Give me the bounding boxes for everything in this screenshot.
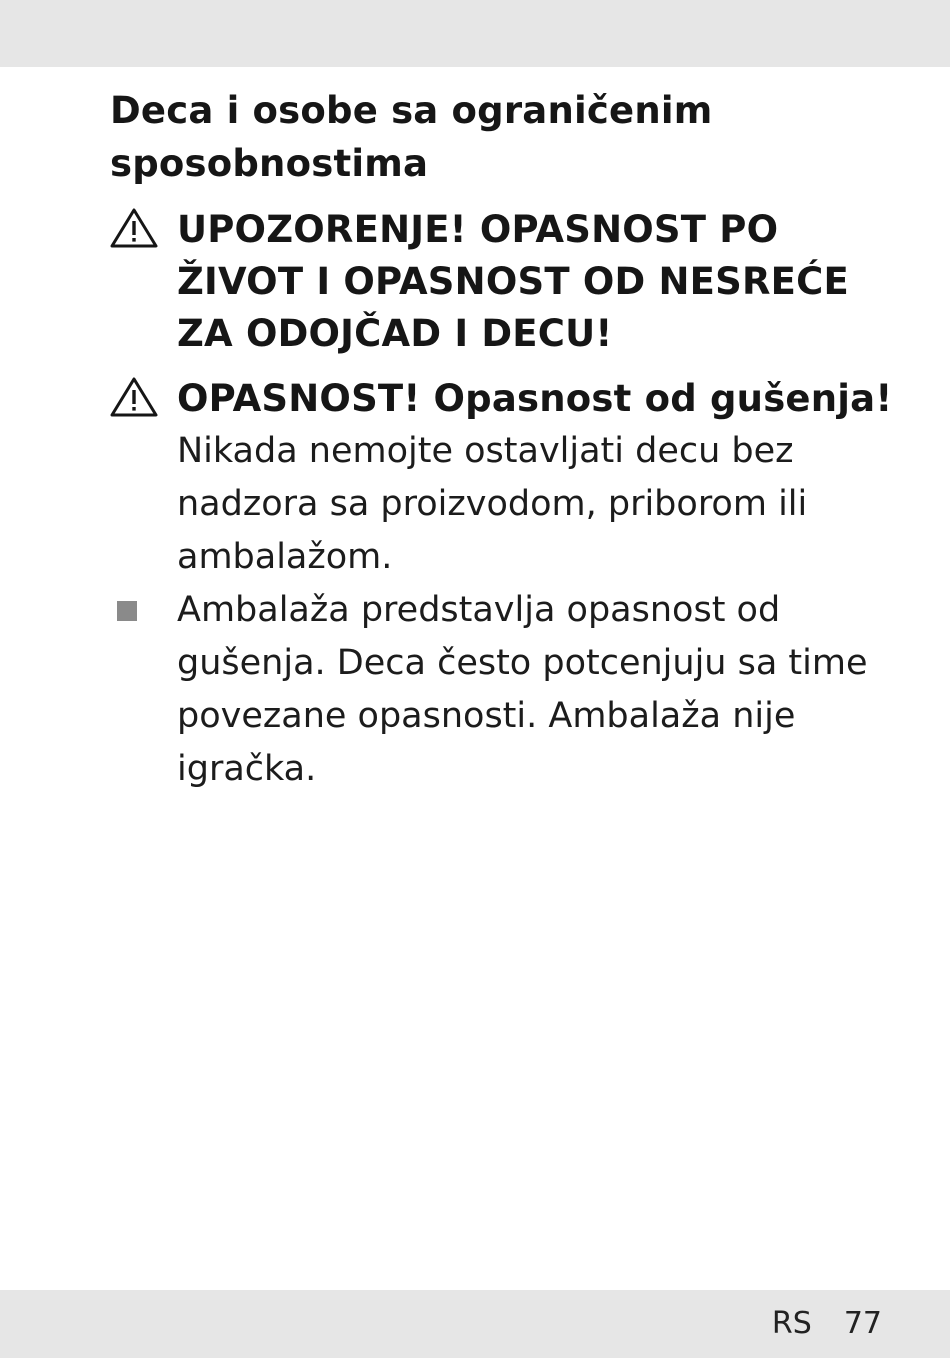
warning-title-line: UPOZORENJE! OPASNOST PO: [177, 208, 779, 251]
warning-triangle-icon: [110, 207, 158, 249]
warning-title-line: ZA ODOJČAD I DECU!: [177, 312, 613, 355]
bullet-text-line: Ambalaža predstavlja opasnost od: [177, 590, 781, 630]
bullet-text-line: igračka.: [177, 749, 317, 789]
warning-child-safety: [110, 204, 910, 360]
warning-body-line: nadzora sa proizvodom, priborom ili: [177, 484, 808, 524]
section-title-line: sposobnostima: [110, 142, 429, 185]
bullet-item-packaging: [110, 584, 910, 796]
footer-page-number: 77: [843, 1305, 882, 1341]
warning-title: [177, 204, 910, 360]
section-title-line: Deca i osobe sa ograničenim: [110, 89, 713, 132]
warning-body: [177, 425, 910, 584]
footer-language-code: RS: [771, 1305, 812, 1341]
bullet-text-line: povezane opasnosti. Ambalaža nije: [177, 696, 796, 736]
warning-title: OPASNOST! Opasnost od gušenja!: [177, 377, 893, 420]
bullet-text-line: gušenja. Deca često potcenjuju sa time: [177, 643, 868, 683]
warning-title-line: ŽIVOT I OPASNOST OD NESREĆE: [177, 260, 849, 303]
bullet-square-icon: [117, 601, 137, 621]
warning-suffocation: [110, 373, 910, 584]
section-title: [110, 84, 910, 190]
page-footer: [772, 1303, 882, 1343]
bullet-text: [177, 584, 910, 796]
page-content: [110, 84, 910, 796]
warning-body-line: ambalažom.: [177, 537, 393, 577]
header-band: [0, 0, 950, 67]
warning-triangle-icon: [110, 376, 158, 418]
warning-body-line: Nikada nemojte ostavljati decu bez: [177, 431, 794, 471]
